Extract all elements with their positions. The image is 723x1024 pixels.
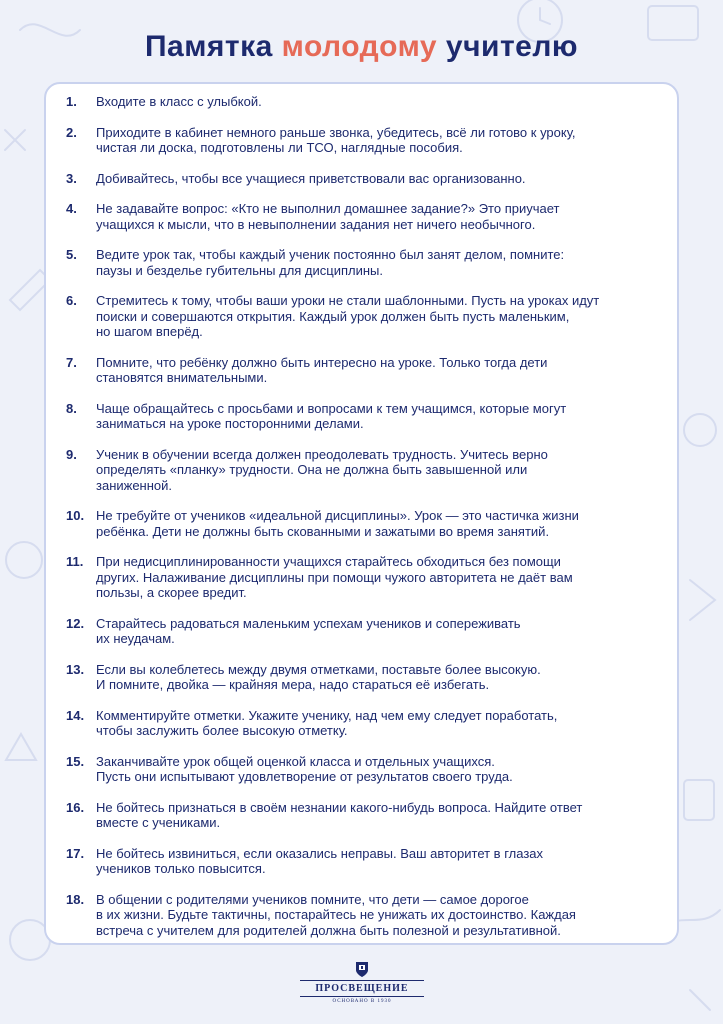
- logo-divider-bottom: [300, 996, 424, 997]
- list-item: [66, 846, 657, 877]
- list-item: [66, 247, 657, 278]
- prosveshchenie-emblem-icon: [353, 960, 371, 978]
- item-text: Старайтесь радоваться маленьким успехам учеников и сопереживать их неудачам.: [96, 615, 521, 646]
- list-item: [66, 554, 657, 601]
- item-number: 18.: [66, 891, 85, 907]
- item-number: 10.: [66, 508, 85, 523]
- item-text: Помните, что ребёнку должно быть интересно на уроке. Только тогда дети становятся внимательными.: [96, 354, 548, 385]
- item-text: Чаще обращайтесь с просьбами и вопросами к тем учащимся, которые могут заниматься на уроке посторонними делами.: [96, 400, 567, 431]
- item-number: 4.: [66, 201, 77, 216]
- list-item: [66, 616, 657, 647]
- item-number: 3.: [66, 170, 77, 186]
- logo-subtitle: ОСНОВАНО В 1930: [332, 999, 392, 1004]
- item-text: Комментируйте отметки. Укажите ученику, над чем ему следует поработать, чтобы заслужить более высокую отметку.: [96, 707, 558, 738]
- item-number: 7.: [66, 354, 77, 370]
- memo-card: [44, 82, 679, 945]
- item-text: Не бойтесь извиниться, если оказались неправы. Ваш авторитет в глазах учеников только повысится.: [96, 845, 544, 876]
- list-item: [66, 171, 657, 187]
- item-text: Не бойтесь признаться в своём незнании какого-нибудь вопроса. Найдите ответ вместе с учениками.: [96, 799, 583, 830]
- item-number: 14.: [66, 707, 85, 723]
- item-text: Не требуйте от учеников «идеальной дисциплины». Урок — это частичка жизни ребёнка. Дети не должны быть скованными и зажатыми во время занятий.: [96, 508, 579, 539]
- list-item: [66, 293, 657, 340]
- publisher-logo: [300, 960, 424, 1010]
- logo-divider-top: [300, 980, 424, 981]
- logo-name: ПРОСВЕЩЕНИЕ: [315, 983, 409, 994]
- list-item: [66, 201, 657, 232]
- item-number: 11.: [66, 554, 84, 569]
- item-number: 8.: [66, 400, 77, 416]
- item-number: 17.: [66, 845, 85, 861]
- item-text: Приходите в кабинет немного раньше звонка, убедитесь, всё ли готово к уроку, чистая ли доска, подготовлены ли ТСО, наглядные пособия.: [96, 124, 576, 155]
- item-text: Заканчивайте урок общей оценкой класса и отдельных учащихся. Пусть они испытывают удовлетворение от результатов своего труда.: [96, 753, 513, 784]
- item-text: При недисциплинированности учащихся старайтесь обходиться без помощи других. Налаживание дисциплины при помощи чужого авторитета не даёт вам пользы, а скорее вредит.: [96, 554, 573, 600]
- item-number: 6.: [66, 293, 77, 308]
- list-item: [66, 355, 657, 386]
- item-number: 12.: [66, 615, 85, 631]
- item-text: Не задавайте вопрос: «Кто не выполнил домашнее задание?» Это приучает учащихся к мысли, что в невыполнении задания нет ничего необычного.: [96, 201, 560, 232]
- item-text: Стремитесь к тому, чтобы ваши уроки не стали шаблонными. Пусть на уроках идут поиски и совершаются открытия. Каждый урок должен быть пусть маленьким, но шагом вперёд.: [96, 293, 600, 339]
- list-item: [66, 708, 657, 739]
- page-title: [0, 30, 723, 64]
- list-item: [66, 508, 657, 539]
- item-number: 5.: [66, 247, 77, 262]
- item-text: Ведите урок так, чтобы каждый ученик постоянно был занят делом, помните: паузы и безделье губительны для дисциплины.: [96, 247, 565, 278]
- item-number: 13.: [66, 661, 85, 677]
- item-number: 1.: [66, 94, 77, 109]
- list-item: [66, 892, 657, 939]
- item-number: 2.: [66, 124, 77, 140]
- list-item: [66, 754, 657, 785]
- item-text: Ученик в обучении всегда должен преодолевать трудность. Учитесь верно определять «планку» трудности. Она не должна быть завышенной или заниженной.: [96, 446, 548, 493]
- title-part3: учителю: [437, 30, 579, 63]
- title-accent-word: молодому: [281, 30, 438, 63]
- item-text: Входите в класс с улыбкой.: [96, 94, 262, 109]
- item-number: 15.: [66, 753, 85, 769]
- list-item: [66, 401, 657, 432]
- item-number: 9.: [66, 446, 77, 462]
- item-number: 16.: [66, 799, 85, 815]
- list-item: [66, 94, 657, 110]
- list-item: [66, 662, 657, 693]
- item-text: Добивайтесь, чтобы все учащиеся приветствовали вас организованно.: [96, 170, 526, 186]
- item-text: В общении с родителями учеников помните, что дети — самое дорогое в их жизни. Будьте тактичны, постарайтесь не унижать их достоинство. Каждая встреча с учителем для родителей должна быть полезной и результативной.: [96, 891, 576, 938]
- item-text: Если вы колеблетесь между двумя отметками, поставьте более высокую. И помните, двойка — крайняя мера, надо стараться её избегать.: [96, 661, 541, 692]
- list-item: [66, 800, 657, 831]
- list-item: [66, 447, 657, 494]
- list-item: [66, 125, 657, 156]
- title-part1: Памятка: [144, 30, 282, 63]
